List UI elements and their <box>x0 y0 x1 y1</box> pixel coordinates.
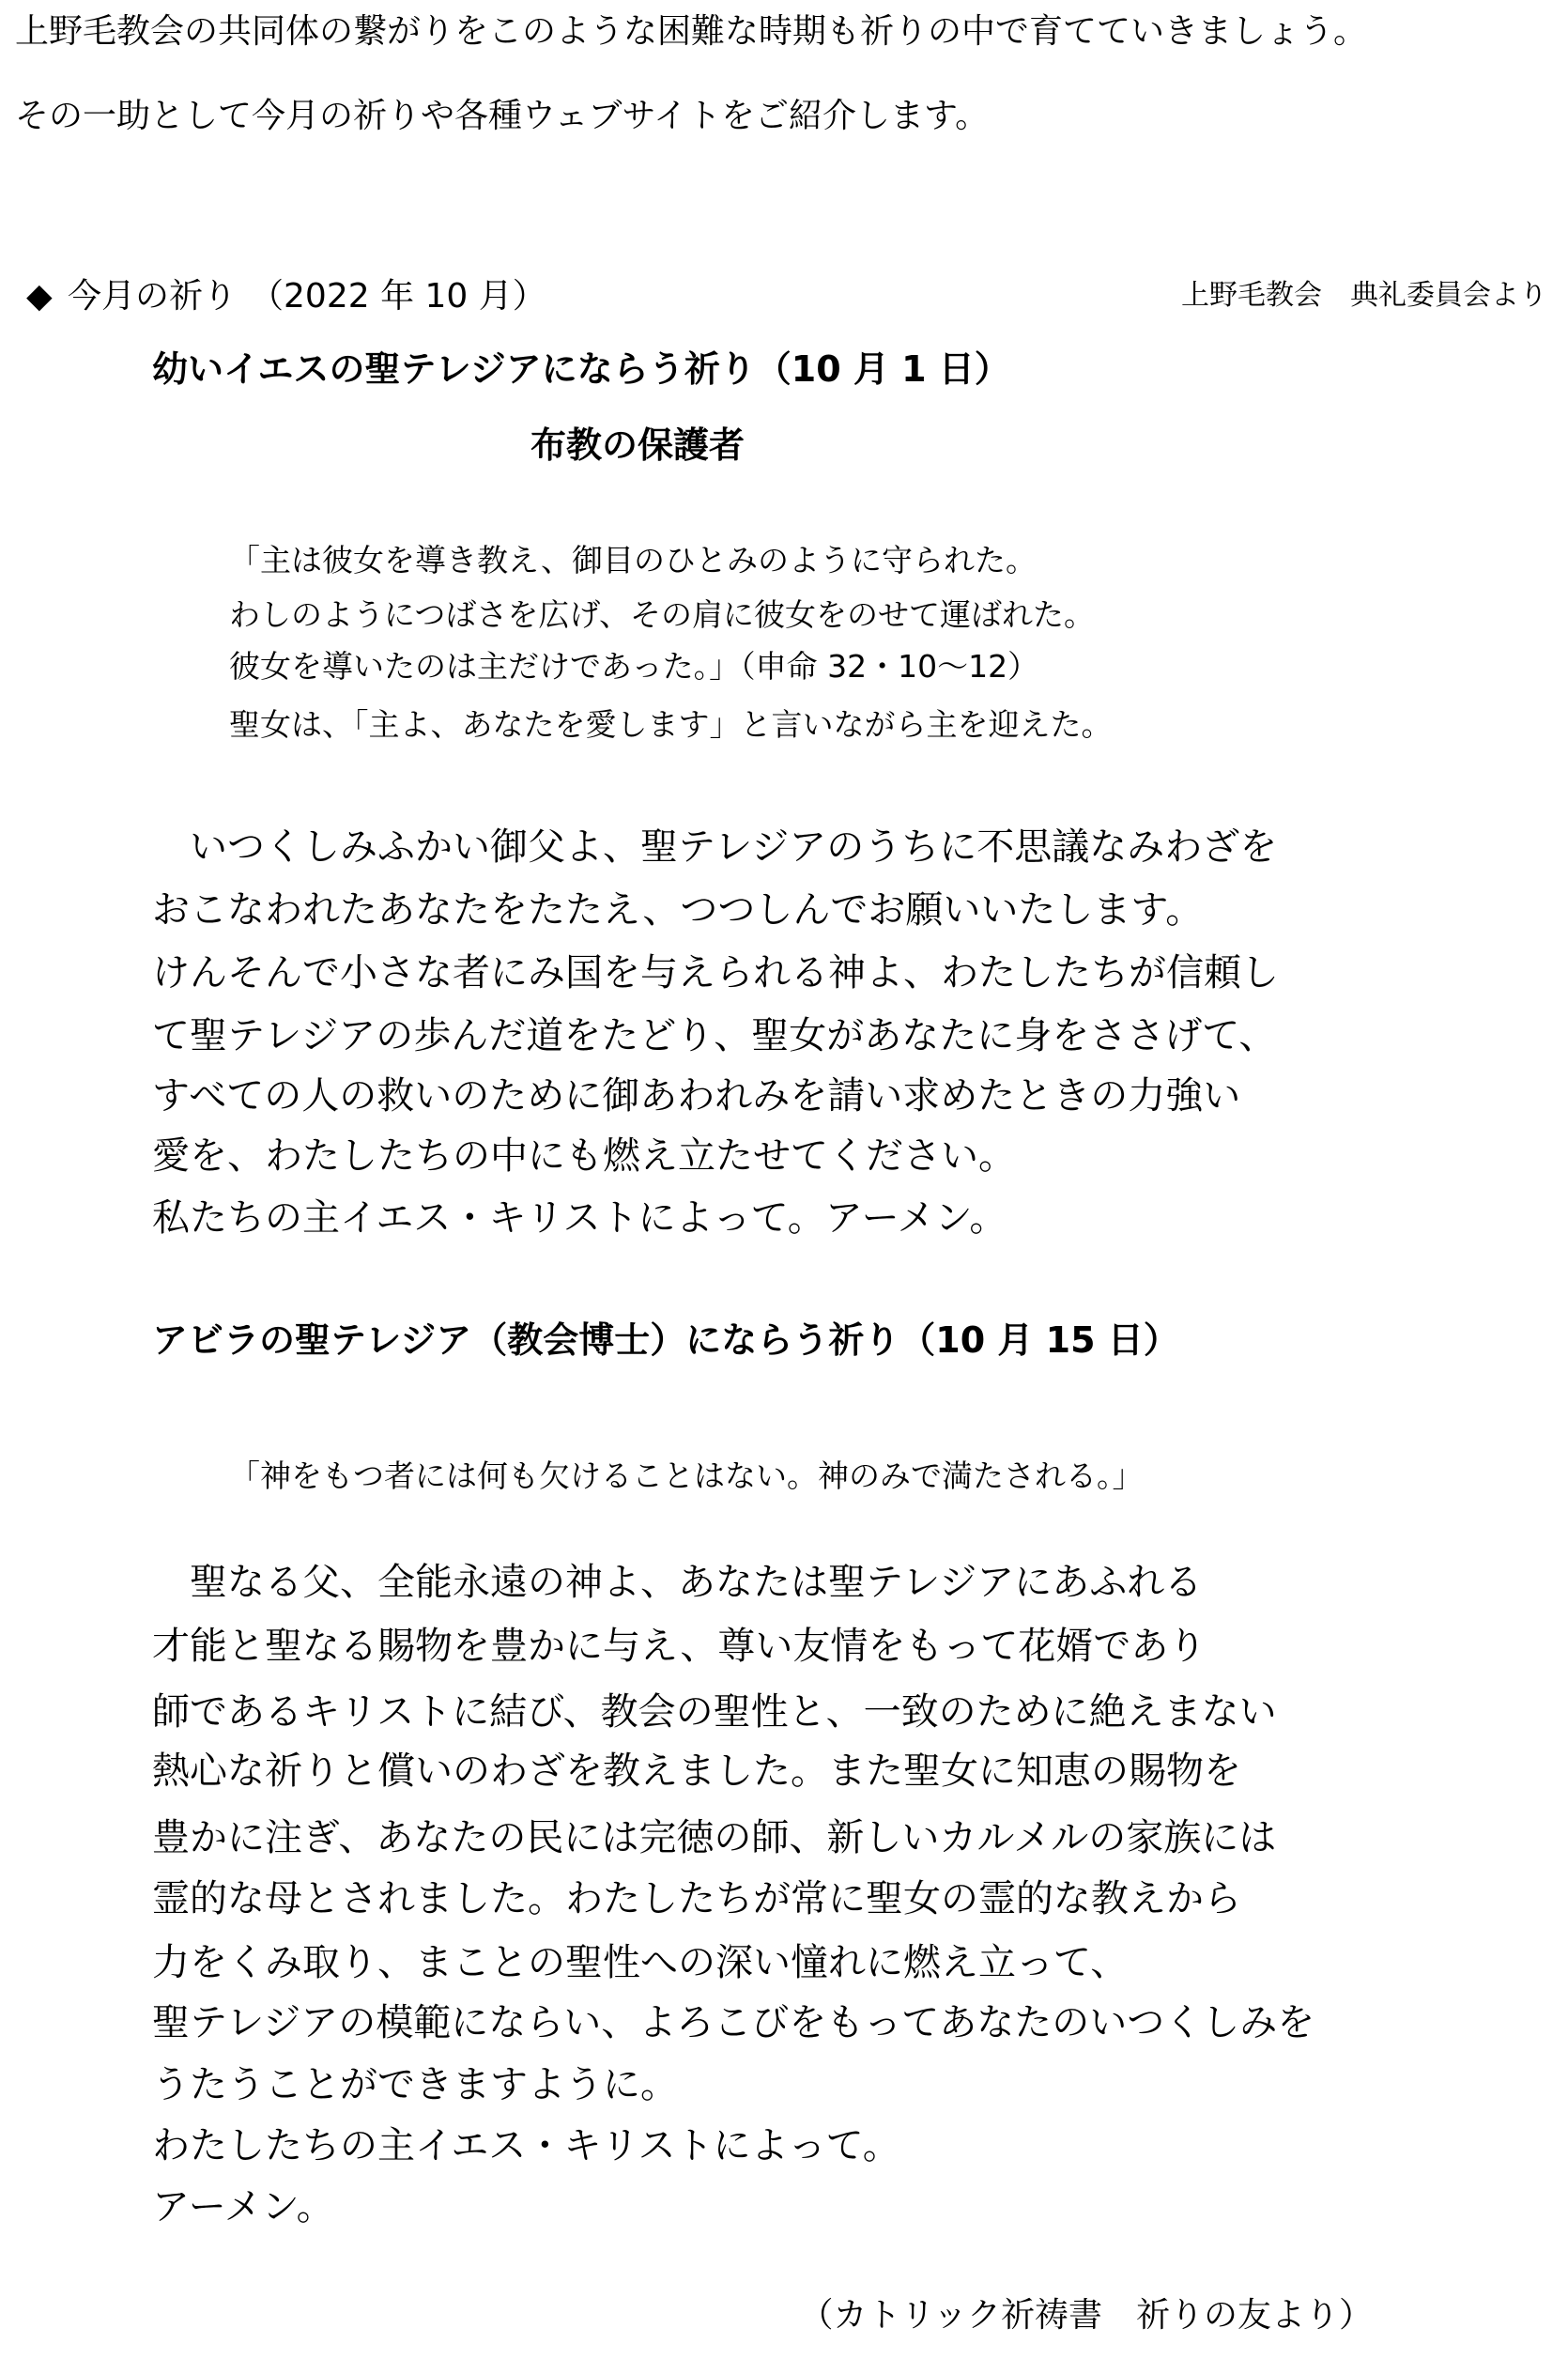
prayer1-body-line: いつくしみふかい御父よ、聖テレジアのうちに不思議なみわざを <box>152 825 1278 869</box>
prayer1-scripture-line: 聖女は、「主よ、あなたを愛します」と言いながら主を迎えた。 <box>229 706 1113 743</box>
prayer1-body-line: て聖テレジアの歩んだ道をたどり、聖女があなたに身をささげて、 <box>152 1014 1277 1057</box>
section-heading-label: 今月の祈り <box>68 277 238 316</box>
prayer1-title: 幼いイエスの聖テレジアにならう祈り（10 月 1 日） <box>152 348 1010 390</box>
prayer2-body-line: 聖なる父、全能永遠の神よ、あなたは聖テレジアにあふれる <box>152 1561 1203 1604</box>
prayer2-body-line: 豊かに注ぎ、あなたの民には完徳の師、新しいカルメルの家族には <box>152 1816 1277 1859</box>
diamond-bullet-icon: ◆ <box>26 277 53 316</box>
intro-line-1: 上野毛教会の共同体の繋がりをこのような困難な時期も祈りの中で育てていきましょう。 <box>15 12 1368 51</box>
intro-line-2: その一助として今月の祈りや各種ウェブサイトをご紹介します。 <box>15 97 990 135</box>
source-credit: （カトリック祈祷書 祈りの友より） <box>799 2296 1373 2335</box>
section-heading <box>26 277 546 316</box>
prayer2-body-line: アーメン。 <box>152 2185 334 2228</box>
section-month: （2022 年 10 月） <box>250 277 546 316</box>
prayer1-body-line: けんそんで小さな者にみ国を与えられる神よ、わたしたちが信頼し <box>152 951 1279 994</box>
committee-credit: 上野毛教会 典礼委員会より <box>1181 279 1547 312</box>
prayer2-body-line: 熱心な祈りと償いのわざを教えました。また聖女に知恵の賜物を <box>152 1750 1241 1793</box>
prayer1-body-line: おこなわれたあなたをたたえ、つつしんでお願いいたします。 <box>152 888 1204 932</box>
prayer2-body-line: 師であるキリストに結び、教会の聖性と、一致のために絶えまない <box>152 1690 1277 1734</box>
prayer2-body-line: 霊的な母とされました。わたしたちが常に聖女の霊的な教えから <box>152 1877 1241 1920</box>
prayer1-subtitle: 布教の保護者 <box>530 424 746 466</box>
prayer1-body-line: 私たちの主イエス・キリストによって。アーメン。 <box>152 1196 1007 1240</box>
prayer2-title: アビラの聖テレジア（教会博士）にならう祈り（10 月 15 日） <box>152 1319 1179 1361</box>
prayer2-body-line: うたうことができますように。 <box>152 2063 678 2106</box>
prayer1-body-line: 愛を、わたしたちの中にも燃え立たせてください。 <box>152 1134 1016 1178</box>
prayer2-body-line: わたしたちの主イエス・キリストによって。 <box>152 2124 900 2167</box>
prayer2-body-line: 才能と聖なる賜物を豊かに与え、尊い友情をもって花婿であり <box>152 1625 1207 1668</box>
prayer1-scripture-line: わしのようにつばさを広げ、その肩に彼女をのせて運ばれた。 <box>229 596 1096 633</box>
prayer2-body-line: 聖テレジアの模範にならい、よろこびをもってあなたのいつくしみを <box>152 2001 1315 2044</box>
prayer2-scripture-line: 「神をもつ者には何も欠けることはない。神のみで満たされる。」 <box>229 1457 1144 1494</box>
prayer1-scripture-line: 「主は彼女を導き教え、御目のひとみのように守られた。 <box>229 542 1037 578</box>
prayer2-body-line: 力をくみ取り、まことの聖性への深い憧れに燃え立って、 <box>152 1941 1129 1984</box>
prayer1-scripture-line: 彼女を導いたのは主だけであった。」（申命 32・10～12） <box>229 648 1039 685</box>
prayer1-body-line: すべての人の救いのために御あわれみを請い求めたときの力強い <box>152 1074 1241 1118</box>
